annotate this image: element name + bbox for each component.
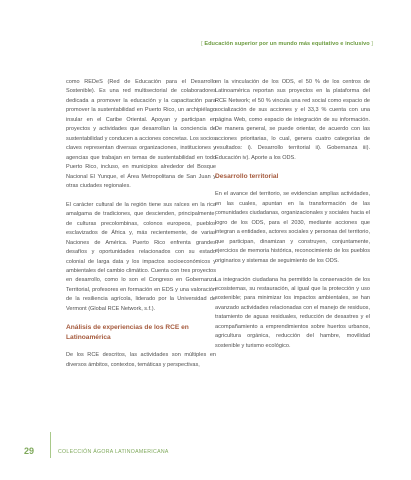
header-bracket-open: [ — [201, 41, 203, 47]
header-bracket-close: ] — [371, 41, 373, 47]
left-column — [66, 78, 216, 370]
right-paragraph-1: en la vinculación de los ODS, el 50 % de los centros de Latinoamérica reportan sus proyectos en la plataforma del RCE Network; el 50 % vincula una red social como espacio de socialización de sus acciones y el 33,3 % cuenta con una página Web, como espacio de integración de su información. De manera general, se puede orientar, de acuerdo con las acciones prioritarias, lo cual, genera cuatro categorías de resultados: i). Desarrollo territorial ii). Gobernanza iii). Educación iv). Aporte a los ODS. — [215, 79, 370, 161]
section-heading-territorial: Desarrollo territorial — [215, 173, 279, 181]
right-paragraph-3: La integración ciudadana ha permitido la conservación de los ecosistemas, su restauración, al igual que la protección y uso sostenible; para minimizar los impactos ambientales, se han avanzado actividades relacionadas con el manejo de residuos, tratamiento de aguas residuales, reducción de desastres y el acompañamiento a emprendimientos sobre huertos urbanos, agricultura orgánica, reducción del hambre, movilidad sostenible y turismo ecológico. — [215, 276, 370, 349]
page-number: 29 — [24, 446, 35, 456]
left-paragraph-2: El carácter cultural de la región tiene sus raíces en la rica amalgama de tradiciones, que descienden, principalmente, de culturas precolombinas, colonos europeos, pueblos esclavizados de África y, más recientemente, de varias Naciones de América. Puerto Rico enfrenta grandes desafíos y oportunidades relacionados con su estado colonial de larga data y los impactos socioeconómicos y ambientales del cambio climático. Cuenta con tres proyectos en desarrollo, como lo son el Congreso en Gobernanza Territorial, profesores en formación en EDS y una valoración de la resiliencia agrícola, liderado por la Universidad de Vermont (Global RCE Network, s.f.). — [66, 201, 216, 312]
collection-name: COLECCIÓN ÁGORA LATINOAMERICANA — [58, 449, 169, 455]
section-heading-analysis: Análisis de experiencias de los RCE en Latinoamérica — [66, 324, 189, 341]
left-paragraph-1: como REDeS (Red de Educación para el Desarrollo Sostenible). Es una red multisectorial de colaboradores dedicada a promover la educación y la capacitación para promover la sustentabilidad en Puerto Rico, un archipiélago insular en el Caribe Oriental. Apoyan y participan en proyectos y actividades que desarrollan la conciencia de sustentabilidad y conducen a acciones concretas. Los socios claves representan diversas organizaciones, instituciones y agencias que trabajan en temas de sustentabilidad en todo Puerto Rico, incluso, en municipios alrededor del Bosque Nacional El Yunque, el Área Metropolitana de San Juan y otras ciudades regionales. — [66, 79, 216, 189]
header-title: Educación superior por un mundo más equitativo e inclusivo — [204, 41, 370, 47]
right-column — [215, 78, 370, 351]
footer-divider — [50, 432, 51, 458]
running-header — [201, 41, 373, 47]
left-paragraph-3: De los RCE descritos, las actividades son múltiples en diversos ámbitos, contextos, temáticas y perspectivas, — [66, 352, 216, 368]
right-paragraph-2: En el avance del territorio, se evidencian amplias actividades, en las cuales, apuntan en la transformación de las comunidades ciudadanas, organizacionales y sociales hacia el logro de los ODS, para el 2030, mediante acciones que integran a entidades, actores sociales y personas del territorio, que participan, dinamizan y construyen, conjuntamente, ejercicios de memoria histórica, reconocimiento de los pueblos originarios y sistemas de seguimiento de los ODS. — [215, 191, 370, 264]
